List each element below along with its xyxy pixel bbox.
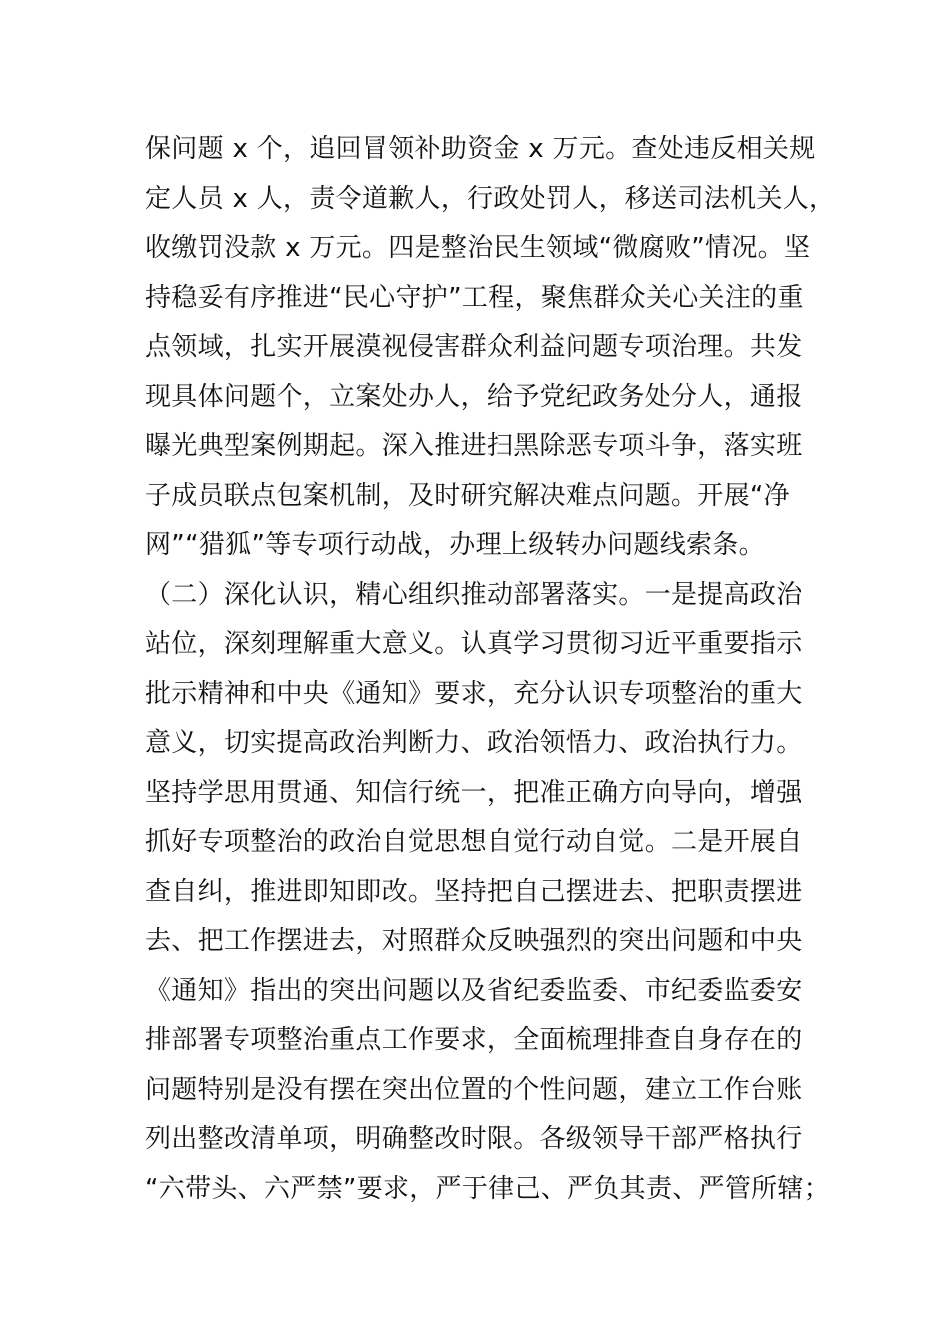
body-text xyxy=(145,125,845,1214)
text-line: “六带头、六严禁”要求，严于律己、严负其责、严管所辖； xyxy=(145,1173,831,1204)
text-line: 意义，切实提高政治判断力、政治领悟力、政治执行力。 xyxy=(145,728,803,758)
text-line: 排部署专项整治重点工作要求，全面梳理排查自身存在的 xyxy=(145,1025,803,1055)
text-line: 持稳妥有序推进“民心守护”工程，聚焦群众关心关注的重 xyxy=(145,282,804,313)
text-line: 定人员 x 人，责令道歉人，行政处罚人，移送司法机关人， xyxy=(145,183,836,214)
text-line: 子成员联点包案机制，及时研究解决难点问题。开展“净 xyxy=(145,480,790,511)
text-line: 去、把工作摆进去，对照群众反映强烈的突出问题和中央 xyxy=(145,926,803,956)
text-line: 坚持学思用贯通、知信行统一，把准正确方向导向，增强 xyxy=(145,777,803,808)
text-line: 列出整改清单项，明确整改时限。各级领导干部严格执行 xyxy=(145,1124,803,1154)
text-line: 收缴罚没款 x 万元。四是整治民生领域“微腐败”情况。坚 xyxy=(145,233,811,263)
text-line: 保问题 x 个，追回冒领补助资金 x 万元。查处违反相关规 xyxy=(145,134,816,164)
text-line: 《通知》指出的突出问题以及省纪委监委、市纪委监委安 xyxy=(145,975,803,1006)
text-line: 查自纠，推进即知即改。坚持把自己摆进去、把职责摆进 xyxy=(145,876,803,907)
text-line: 现具体问题个，立案处办人，给予党纪政务处分人，通报 xyxy=(145,381,803,412)
text-line: 网”“猎狐”等专项行动战，办理上级转办问题线索条。 xyxy=(145,530,765,560)
section-heading-line: （二）深化认识，精心组织推动部署落实。一是提高政治 xyxy=(145,579,803,610)
text-line: 批示精神和中央《通知》要求，充分认识专项整治的重大 xyxy=(145,678,803,709)
text-line: 抓好专项整治的政治自觉思想自觉行动自觉。二是开展自 xyxy=(145,827,803,857)
text-line: 站位，深刻理解重大意义。认真学习贯彻习近平重要指示 xyxy=(145,629,803,659)
text-line: 曝光典型案例期起。深入推进扫黑除恶专项斗争，落实班 xyxy=(145,431,803,461)
text-line: 点领域，扎实开展漠视侵害群众利益问题专项治理。共发 xyxy=(145,332,803,362)
text-line: 问题特别是没有摆在突出位置的个性问题，建立工作台账 xyxy=(145,1074,803,1105)
